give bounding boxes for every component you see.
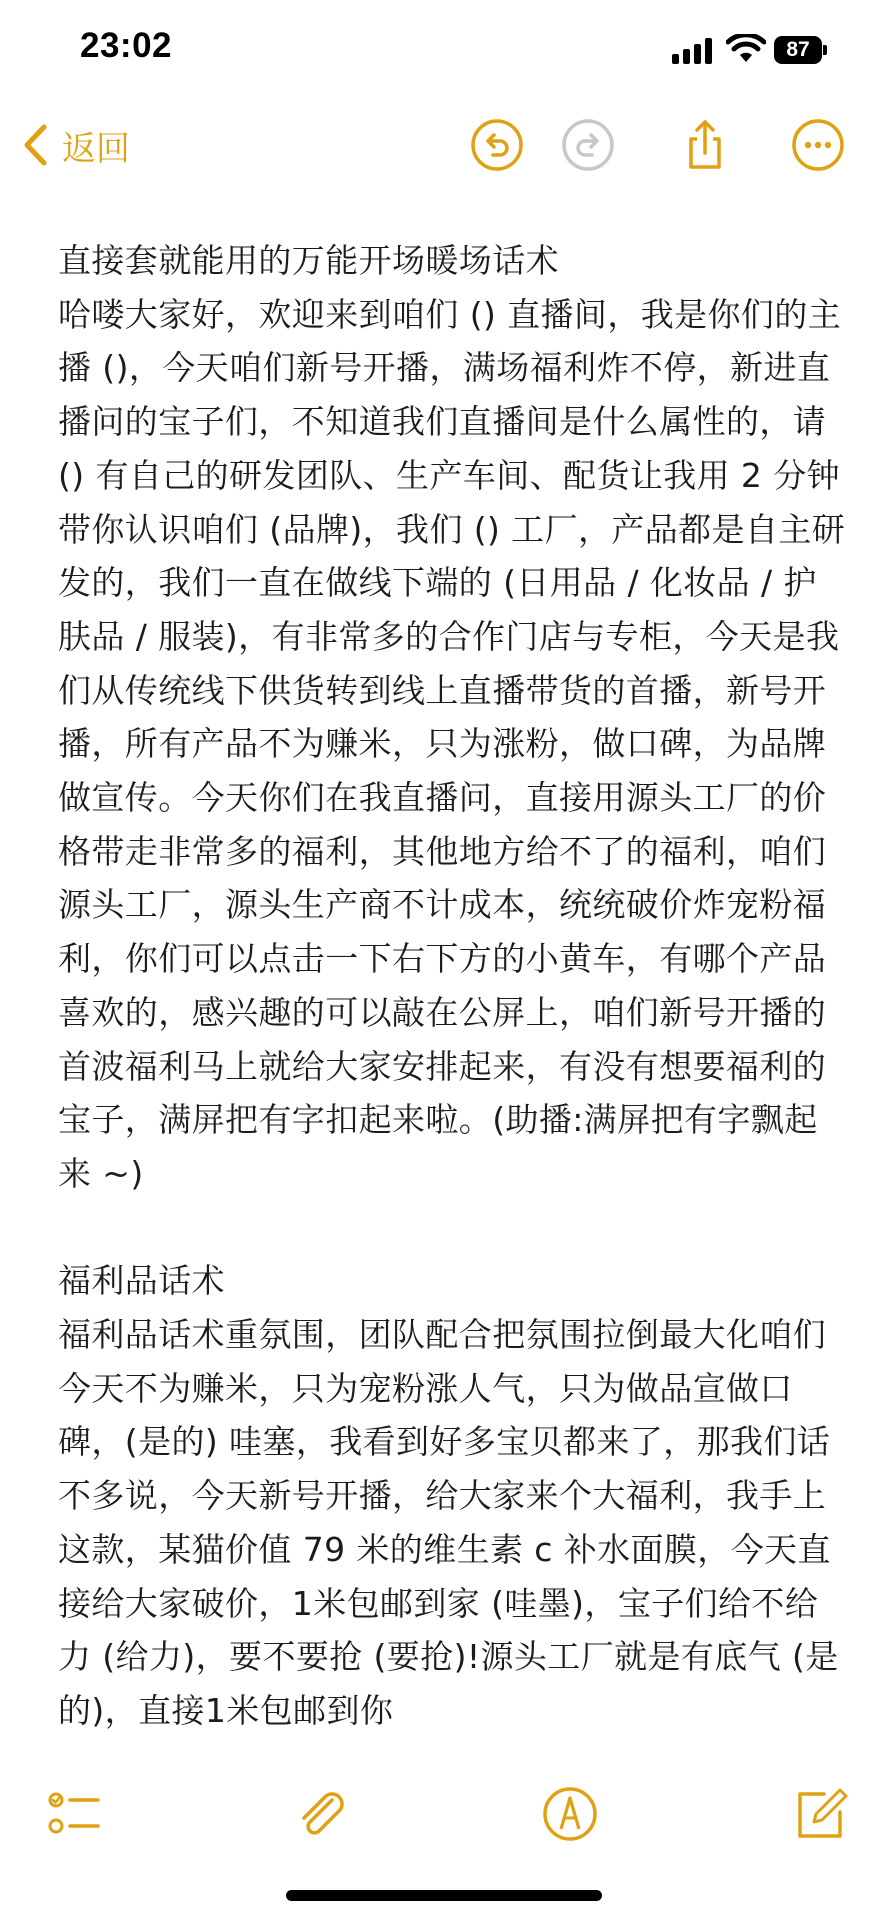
chevron-left-icon <box>22 123 48 167</box>
section-body: 福利品话术重氛围，团队配合把氛围拉倒最大化咱们今天不为赚米，只为宠粉涨人气，只为做品宣做口碑，(是的) 哇塞，我看到好多宝贝都来了，那我们话不多说，今天新号开播，给大家来个大福利，我手上这款，某猫价值 79 米的维生素 c 补水面膜，今天直接给大家破价，1米包邮到家 (哇墨)，宝子们给不给力 (给力)，要不要抢 (要抢)!源头工厂就是有底气 (是的)，直接1米包邮到你 <box>58 1315 839 1730</box>
back-label: 返回 <box>62 128 130 169</box>
markup-icon[interactable] <box>540 1784 600 1844</box>
home-indicator[interactable] <box>286 1890 602 1901</box>
status-bar <box>0 0 887 100</box>
paragraph-spacer <box>58 1201 848 1255</box>
signal-icon <box>672 38 714 64</box>
status-time: 23:02 <box>80 26 173 65</box>
section-title: 福利品话术 <box>58 1261 225 1301</box>
back-button[interactable] <box>22 118 130 172</box>
checklist-icon[interactable] <box>44 1784 104 1844</box>
redo-icon[interactable] <box>560 117 616 173</box>
undo-icon[interactable] <box>469 117 525 173</box>
section-body: 哈喽大家好，欢迎来到咱们 () 直播间，我是你们的主播 ()，今天咱们新号开播，满场福利炸不停，新进直播问的宝子们，不知道我们直播间是什么属性的，请 () 有自己的研发团队、生产车间、配货让我用 2 分钟带你认识咱们 (品牌)，我们 () 工厂，产品都是自主研发的，我们一直在做线下端的 (日用品 / 化妆品 / 护肤品 / 服装)，有非常多的合作门店与专柜，今天是我们从传统线下供货转到线上直播带货的首播，新号开播，所有产品不为赚米，只为涨粉，做口碑，为品牌做宣传。今天你们在我直播问，直接用源头工厂的价格带走非常多的福利，其他地方给不了的福利，咱们源头工厂，源头生产商不计成本，统统破价炸宠粉福利，你们可以点击一下右下方的小黄车，有哪个产品喜欢的，感兴趣的可以敲在公屏上，咱们新号开播的首波福利马上就给大家安排起来，有没有想要福利的宝子，满屏把有字扣起来啦。(助播:满屏把有字飘起来 ~) <box>58 294 846 1193</box>
compose-icon[interactable] <box>790 1784 850 1844</box>
section-title: 直接套就能用的万能开场暖场话术 <box>58 241 559 280</box>
paperclip-icon[interactable] <box>292 1784 352 1844</box>
note-content[interactable] <box>58 234 848 1738</box>
battery-icon <box>774 36 826 64</box>
share-icon[interactable] <box>677 117 733 173</box>
bottom-toolbar <box>0 1770 887 1860</box>
nav-bar <box>0 100 887 190</box>
wifi-icon <box>726 34 766 64</box>
battery-level: 87 <box>774 36 822 64</box>
more-icon[interactable] <box>790 117 846 173</box>
